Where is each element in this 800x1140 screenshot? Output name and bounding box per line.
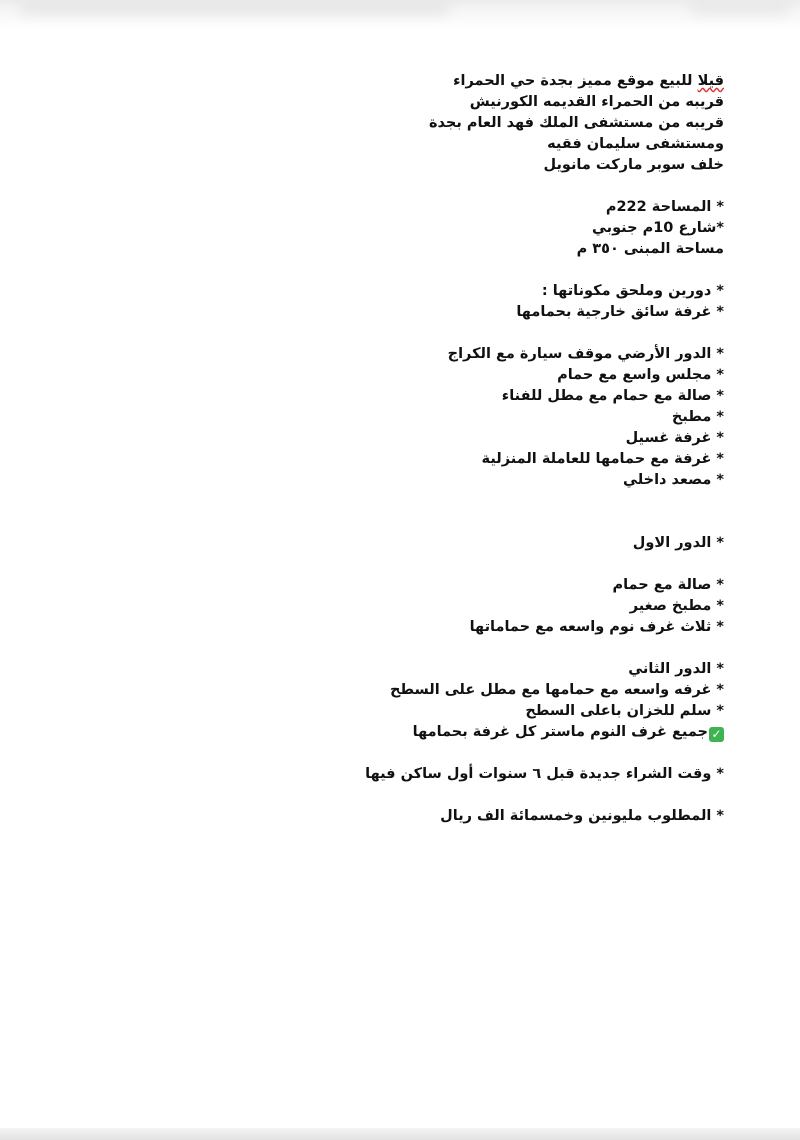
composition-line: * دورين وملحق مكوناتها :	[541, 283, 724, 299]
ground-floor-item: * مصعد داخلي	[623, 472, 724, 488]
second-floor-item: * سلم للخزان باعلى السطح	[525, 703, 724, 719]
spec-building-area: مساحة المبنى ٣٥٠ م	[576, 241, 724, 257]
screenshot-bottom-edge	[0, 1128, 800, 1140]
first-floor-item: * صالة مع حمام	[612, 577, 724, 593]
title-line	[164, 71, 724, 92]
top-blur-right	[690, 0, 790, 14]
spacer	[164, 638, 724, 659]
spacer	[164, 743, 724, 764]
ground-floor-item: * الدور الأرضي موقف سيارة مع الكراج	[447, 346, 724, 362]
spacer	[164, 554, 724, 575]
spacer	[164, 785, 724, 806]
spell-flagged-word: قيلا	[697, 73, 724, 89]
ground-floor-item: * صالة مع حمام مع مطل للفناء	[501, 388, 724, 404]
ground-floor-item: * غرفة مع حمامها للعاملة المنزلية	[481, 451, 724, 467]
location-line: قريبه من الحمراء القديمه الكورنيش	[469, 94, 724, 110]
master-bedrooms-line	[164, 722, 724, 743]
first-floor-title: * الدور الاول	[632, 535, 724, 551]
master-bedrooms-text: جميع غرف النوم ماستر كل غرفة بحمامها	[412, 724, 708, 740]
spacer	[164, 491, 724, 533]
spacer	[164, 323, 724, 344]
ground-floor-item: * مطبخ	[671, 409, 724, 425]
spacer	[164, 260, 724, 281]
spec-street: *شارع 10م جنوبي	[591, 220, 724, 236]
location-line: خلف سوبر ماركت مانويل	[543, 157, 724, 173]
document-body	[164, 71, 724, 827]
spec-area: * المساحة 222م	[605, 199, 724, 215]
second-floor-item: * الدور الثاني	[628, 661, 724, 677]
composition-line: * غرفة سائق خارجية بحمامها	[516, 304, 724, 320]
top-blur-left	[20, 0, 450, 14]
second-floor-item: * غرفه واسعه مع حمامها مع مطل على السطح	[389, 682, 724, 698]
check-mark-icon: ✓	[709, 727, 724, 742]
purchase-note: * وقت الشراء جديدة قبل ٦ سنوات أول ساكن فيها	[365, 766, 724, 782]
first-floor-item: * مطبخ صغير	[629, 598, 724, 614]
ground-floor-item: * غرفة غسيل	[625, 430, 724, 446]
price-line: * المطلوب مليونين وخمسمائة الف ريال	[440, 808, 724, 824]
title-rest: للبيع موقع مميز بجدة حي الحمراء	[453, 73, 698, 89]
first-floor-item: * ثلاث غرف نوم واسعه مع حماماتها	[469, 619, 724, 635]
spacer	[164, 176, 724, 197]
screenshot-top-shadow	[0, 0, 800, 30]
location-line: ومستشفى سليمان فقيه	[547, 136, 724, 152]
location-line: قريبه من مستشفى الملك فهد العام بجدة	[429, 115, 724, 131]
ground-floor-item: * مجلس واسع مع حمام	[557, 367, 724, 383]
